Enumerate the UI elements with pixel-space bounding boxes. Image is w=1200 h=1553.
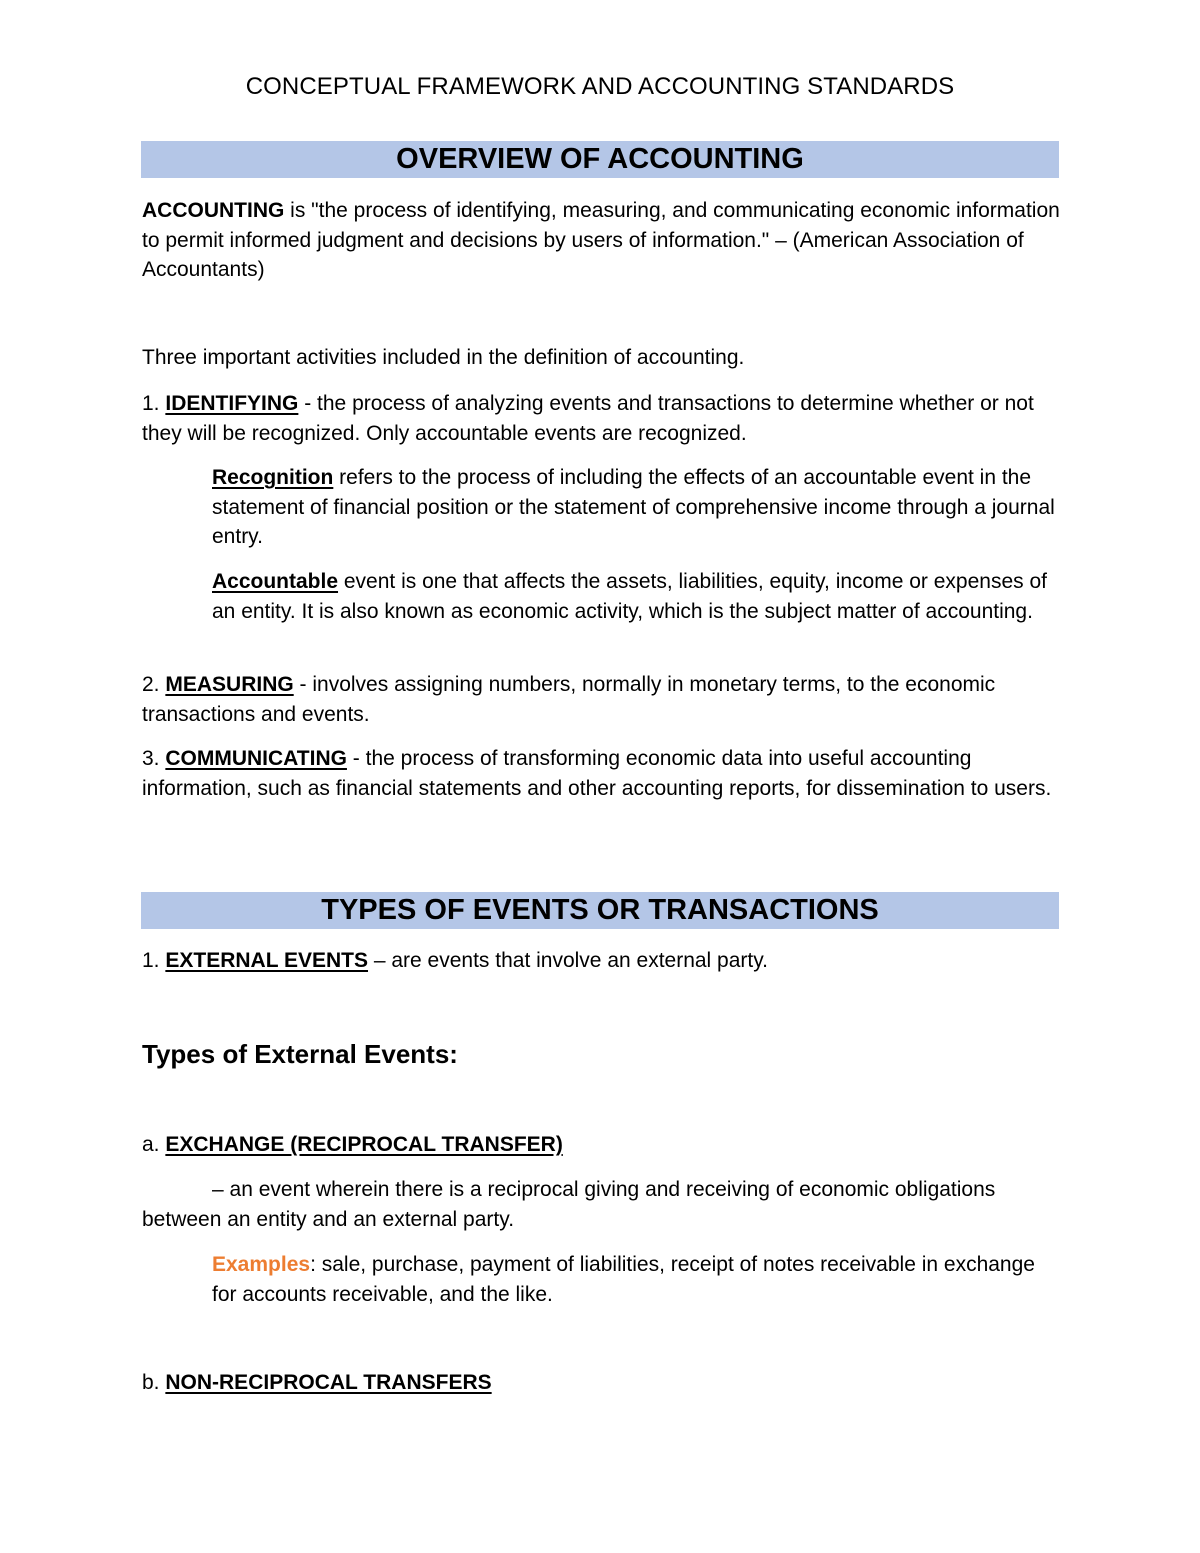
item-term: EXTERNAL EVENTS <box>165 949 369 972</box>
activities-intro: Three important activities included in the definition of accounting. <box>142 346 745 369</box>
item-letter: a. <box>142 1133 166 1156</box>
examples-label: Examples <box>212 1253 311 1276</box>
item-term: COMMUNICATING <box>165 747 347 770</box>
item-letter: b. <box>142 1371 166 1394</box>
item-term: EXCHANGE (RECIPROCAL TRANSFER) <box>165 1133 563 1156</box>
item-identifying <box>142 389 1062 448</box>
item-exchange <box>142 1130 1062 1160</box>
item-term: NON-RECIPROCAL TRANSFERS <box>165 1371 492 1394</box>
item-measuring <box>142 670 1062 729</box>
exchange-description-text: – an event wherein there is a reciprocal giving and receiving of economic obligations between an entity and an external party. <box>142 1178 996 1231</box>
item-communicating <box>142 744 1062 803</box>
accountable-term: Accountable <box>212 570 339 593</box>
item-text: – are events that involve an external party. <box>368 949 769 972</box>
accounting-definition <box>142 196 1062 285</box>
item-term: IDENTIFYING <box>165 392 299 415</box>
section-heading-overview: OVERVIEW OF ACCOUNTING <box>141 141 1059 178</box>
item-number: 2. <box>142 673 166 696</box>
exchange-examples <box>212 1250 1062 1309</box>
item-text: - the process of analyzing events and transactions to determine whether or not they will be recognized. Only accountable events are recognized. <box>142 392 1034 445</box>
item-text: - involves assigning numbers, normally in monetary terms, to the economic transactions and events. <box>142 673 996 726</box>
item-non-reciprocal <box>142 1368 1062 1398</box>
item-term: MEASURING <box>165 673 294 696</box>
exchange-description <box>142 1175 1062 1234</box>
recognition-term: Recognition <box>212 466 334 489</box>
document-title: CONCEPTUAL FRAMEWORK AND ACCOUNTING STANDARDS <box>245 73 955 100</box>
item-text: - the process of transforming economic data into useful accounting information, such as financial statements and other accounting reports, for dissemination to users. <box>142 747 1052 800</box>
recognition-definition <box>212 463 1062 552</box>
subheading-external-events: Types of External Events: <box>142 1039 458 1069</box>
item-number: 1. <box>142 949 166 972</box>
section-heading-types: TYPES OF EVENTS OR TRANSACTIONS <box>141 892 1059 929</box>
examples-text: : sale, purchase, payment of liabilities, receipt of notes receivable in exchange for accounts receivable, and the like. <box>212 1253 1035 1306</box>
accountable-definition <box>212 567 1062 626</box>
item-number: 1. <box>142 392 166 415</box>
definition-text: is "the process of identifying, measuring, and communicating economic information to permit informed judgment and decisions by users of information." – (American Association of Accountants) <box>142 199 1060 281</box>
definition-term: ACCOUNTING <box>142 199 285 222</box>
recognition-text: refers to the process of including the effects of an accountable event in the statement of financial position or the statement of comprehensive income through a journal entry. <box>212 466 1055 548</box>
item-number: 3. <box>142 747 166 770</box>
accountable-text: event is one that affects the assets, liabilities, equity, income or expenses of an entity. It is also known as economic activity, which is the subject matter of accounting. <box>212 570 1047 623</box>
item-external-events <box>142 946 1062 976</box>
